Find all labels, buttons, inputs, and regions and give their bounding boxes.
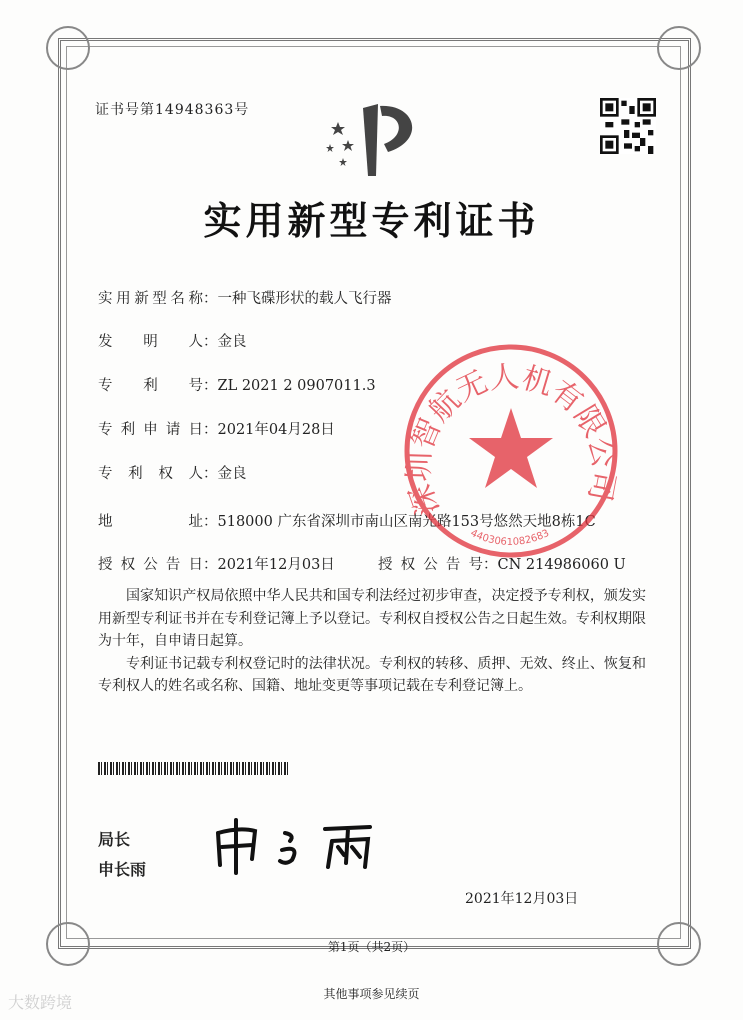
seal-text: 深圳智航无人机有限公司 — [401, 359, 622, 520]
issue-date: 2021年12月03日 — [465, 891, 579, 907]
page-number: 第1页（共2页） — [327, 940, 416, 954]
continue-note: 其他事项参见续页 — [323, 987, 420, 1001]
director-name: 申长雨 — [98, 860, 147, 879]
director-signature — [210, 815, 390, 875]
field-inventor: 发明人：金良 — [98, 334, 247, 350]
field-grant-date: 授权公告日：2021年12月03日 — [98, 557, 335, 573]
body-paragraph: 国家知识产权局依照中华人民共和国专利法经过初步审查，决定授予专利权，颁发实用新型专利证书并在专利登记簿上予以登记。专利权自授权公告之日起生效。专利权期限为十年，自申请日起算。 — [98, 588, 646, 649]
barcode — [98, 762, 290, 775]
certificate-number: 证书号第14948363号 — [95, 102, 250, 118]
field-patent-number: 专利号：ZL 2021 2 0907011.3 — [98, 378, 376, 394]
seal-number: 4403061082683 — [468, 527, 552, 548]
field-grant-number: 授权公告号：CN 214986060 U — [378, 557, 626, 573]
svg-text:4403061082683 — [469, 528, 551, 548]
cnipa-emblem-icon — [318, 100, 428, 178]
body-paragraph: 专利证书记载专利权登记时的法律状况。专利权的转移、质押、无效、终止、恢复和专利权人的姓名或名称、国籍、地址变更等事项记载在专利登记簿上。 — [98, 655, 646, 694]
field-utility-model-name: 实用新型名称：一种飞碟形状的载人飞行器 — [98, 291, 392, 307]
director-title: 局长 — [98, 830, 131, 849]
company-seal — [400, 340, 622, 562]
certificate-title: 实用新型专利证书 — [203, 198, 540, 243]
qr-code-icon — [600, 98, 656, 154]
field-application-date: 专利申请日：2021年04月28日 — [98, 422, 335, 438]
field-patentee: 专利权人：金良 — [98, 466, 247, 482]
field-address: 地址：518000 广东省深圳市南山区南光路153号悠然天地8栋1C — [98, 514, 596, 530]
corner-ornament — [657, 26, 701, 70]
watermark: 大数跨境 — [8, 993, 73, 1012]
corner-ornament — [46, 26, 90, 70]
certificate-body — [98, 585, 646, 698]
